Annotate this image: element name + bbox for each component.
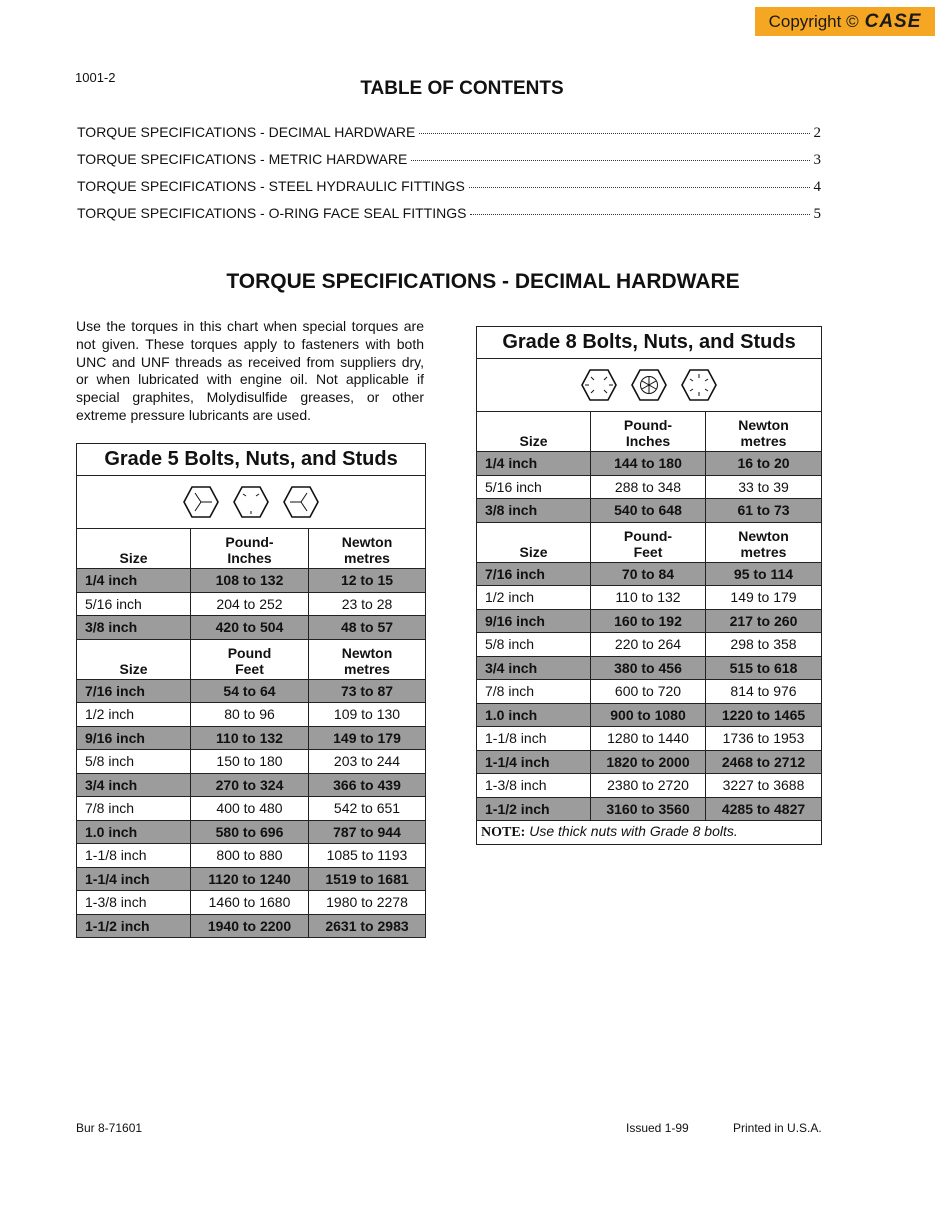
hex-bolt-grade5-icon: [183, 485, 219, 519]
size-cell: 3/4 inch: [477, 656, 591, 680]
header-col2: Pound Feet: [191, 639, 309, 679]
table-row: [477, 750, 822, 774]
document-number: Bur 8-71601: [76, 1121, 143, 1135]
newton-metres-cell: 298 to 358: [706, 633, 822, 657]
hex-nut-grade8-icon: [631, 368, 667, 402]
toc-entry-title: TORQUE SPECIFICATIONS - O-RING FACE SEAL FITTINGS: [77, 205, 467, 221]
size-cell: 1/2 inch: [477, 586, 591, 610]
toc-leader-dots: [469, 187, 810, 188]
table-row: [77, 592, 426, 616]
note-label: NOTE:: [481, 825, 526, 841]
toc-entry-page: 2: [813, 125, 821, 141]
torque-range-cell: 54 to 64: [191, 679, 309, 703]
size-cell: 7/16 inch: [77, 679, 191, 703]
newton-metres-cell: 217 to 260: [706, 609, 822, 633]
newton-metres-cell: 149 to 179: [309, 726, 426, 750]
toc-entry[interactable]: [77, 151, 821, 178]
toc-entry[interactable]: [77, 205, 821, 232]
header-size: Size: [477, 412, 591, 452]
size-cell: 1-1/8 inch: [477, 727, 591, 751]
newton-metres-cell: 814 to 976: [706, 680, 822, 704]
size-cell: 7/8 inch: [477, 680, 591, 704]
toc-entry[interactable]: [77, 178, 821, 205]
size-cell: 1-1/8 inch: [77, 844, 191, 868]
copyright-brand: CASE: [864, 10, 922, 32]
header-col3: Newton metres: [706, 522, 822, 562]
torque-range-cell: 540 to 648: [591, 499, 706, 523]
grade8-note: [477, 821, 822, 845]
size-cell: 5/8 inch: [477, 633, 591, 657]
size-cell: 9/16 inch: [477, 609, 591, 633]
torque-range-cell: 900 to 1080: [591, 703, 706, 727]
table-row: [77, 773, 426, 797]
table-row: [477, 586, 822, 610]
bolt-head-icons: [477, 359, 822, 412]
torque-range-cell: 800 to 880: [191, 844, 309, 868]
newton-metres-cell: 12 to 15: [309, 569, 426, 593]
newton-metres-cell: 16 to 20: [706, 452, 822, 476]
bolt-head-icons: [77, 476, 426, 529]
page-number: 1001-2: [75, 70, 116, 85]
newton-metres-cell: 61 to 73: [706, 499, 822, 523]
newton-metres-cell: 95 to 114: [706, 562, 822, 586]
newton-metres-cell: 1085 to 1193: [309, 844, 426, 868]
table-row: [77, 914, 426, 938]
table-of-contents: [77, 124, 821, 232]
newton-metres-cell: 1519 to 1681: [309, 867, 426, 891]
hex-stud-grade8-icon: [681, 368, 717, 402]
table-row: [477, 609, 822, 633]
header-col3: Newton metres: [309, 529, 426, 569]
size-cell: 3/8 inch: [77, 616, 191, 640]
table-row: [477, 727, 822, 751]
torque-range-cell: 160 to 192: [591, 609, 706, 633]
newton-metres-cell: 33 to 39: [706, 475, 822, 499]
newton-metres-cell: 2468 to 2712: [706, 750, 822, 774]
torque-range-cell: 270 to 324: [191, 773, 309, 797]
newton-metres-cell: 2631 to 2983: [309, 914, 426, 938]
torque-range-cell: 70 to 84: [591, 562, 706, 586]
size-cell: 9/16 inch: [77, 726, 191, 750]
hex-nut-grade5-icon: [233, 485, 269, 519]
toc-entry[interactable]: [77, 124, 821, 151]
table-row: [477, 633, 822, 657]
toc-leader-dots: [419, 133, 809, 134]
header-size: Size: [77, 639, 191, 679]
table-header: [477, 522, 822, 562]
toc-entry-page: 5: [813, 206, 821, 222]
size-cell: 5/16 inch: [77, 592, 191, 616]
table-header: [77, 529, 426, 569]
torque-range-cell: 580 to 696: [191, 820, 309, 844]
header-col2: Pound- Inches: [191, 529, 309, 569]
torque-range-cell: 110 to 132: [591, 586, 706, 610]
header-size: Size: [77, 529, 191, 569]
header-col3: Newton metres: [706, 412, 822, 452]
torque-range-cell: 380 to 456: [591, 656, 706, 680]
size-cell: 1.0 inch: [77, 820, 191, 844]
newton-metres-cell: 203 to 244: [309, 750, 426, 774]
size-cell: 1/2 inch: [77, 703, 191, 727]
torque-range-cell: 400 to 480: [191, 797, 309, 821]
toc-leader-dots: [470, 214, 809, 215]
size-cell: 1/4 inch: [77, 569, 191, 593]
newton-metres-cell: 73 to 87: [309, 679, 426, 703]
table-row: [77, 616, 426, 640]
intro-paragraph: Use the torques in this chart when special torques are not given. These torques apply to fasteners with both UNC and UNF threads as received from suppliers dry, or when lubricated with engine oil. Not applicable if special graphites, Molydisulfide greases, or other extreme pressure lubricants are used.: [76, 318, 424, 423]
table-row: [477, 680, 822, 704]
toc-entry-title: TORQUE SPECIFICATIONS - DECIMAL HARDWARE: [77, 124, 416, 140]
table-row: [477, 774, 822, 798]
table-row: [477, 499, 822, 523]
newton-metres-cell: 1220 to 1465: [706, 703, 822, 727]
table-row: [77, 891, 426, 915]
toc-entry-title: TORQUE SPECIFICATIONS - STEEL HYDRAULIC FITTINGS: [77, 178, 465, 194]
table-row: [77, 750, 426, 774]
table-row: [477, 656, 822, 680]
newton-metres-cell: 4285 to 4827: [706, 797, 822, 821]
table-row: [477, 703, 822, 727]
table-row: [77, 569, 426, 593]
torque-range-cell: 420 to 504: [191, 616, 309, 640]
torque-range-cell: 110 to 132: [191, 726, 309, 750]
torque-range-cell: 1460 to 1680: [191, 891, 309, 915]
size-cell: 7/16 inch: [477, 562, 591, 586]
hex-stud-grade5-icon: [283, 485, 319, 519]
size-cell: 3/4 inch: [77, 773, 191, 797]
table-row: [77, 726, 426, 750]
note-text: Use thick nuts with Grade 8 bolts.: [529, 823, 738, 840]
toc-entry-page: 3: [813, 152, 821, 168]
grade5-table: [76, 443, 426, 938]
torque-range-cell: 144 to 180: [591, 452, 706, 476]
torque-range-cell: 150 to 180: [191, 750, 309, 774]
torque-range-cell: 2380 to 2720: [591, 774, 706, 798]
section-title: TORQUE SPECIFICATIONS - DECIMAL HARDWARE: [226, 270, 740, 293]
table-header: [77, 639, 426, 679]
torque-range-cell: 1280 to 1440: [591, 727, 706, 751]
hex-bolt-grade8-icon: [581, 368, 617, 402]
table-row: [77, 844, 426, 868]
header-col3: Newton metres: [309, 639, 426, 679]
size-cell: 1-3/8 inch: [77, 891, 191, 915]
table-row: [477, 452, 822, 476]
toc-title: TABLE OF CONTENTS: [360, 78, 564, 99]
size-cell: 1-1/2 inch: [477, 797, 591, 821]
grade5-title: Grade 5 Bolts, Nuts, and Studs: [77, 444, 426, 476]
toc-leader-dots: [411, 160, 809, 161]
torque-range-cell: 80 to 96: [191, 703, 309, 727]
newton-metres-cell: 149 to 179: [706, 586, 822, 610]
size-cell: 1/4 inch: [477, 452, 591, 476]
size-cell: 1.0 inch: [477, 703, 591, 727]
torque-range-cell: 108 to 132: [191, 569, 309, 593]
issued-date: Issued 1-99: [626, 1121, 689, 1135]
copyright-text: Copyright ©: [768, 11, 859, 31]
toc-entry-page: 4: [813, 179, 821, 195]
newton-metres-cell: 515 to 618: [706, 656, 822, 680]
torque-range-cell: 600 to 720: [591, 680, 706, 704]
table-row: [77, 820, 426, 844]
table-row: [77, 703, 426, 727]
newton-metres-cell: 109 to 130: [309, 703, 426, 727]
table-row: [477, 475, 822, 499]
size-cell: 1-1/4 inch: [477, 750, 591, 774]
grade8-table: [476, 326, 822, 845]
torque-range-cell: 1940 to 2200: [191, 914, 309, 938]
header-col2: Pound- Inches: [591, 412, 706, 452]
table-row: [77, 797, 426, 821]
newton-metres-cell: 542 to 651: [309, 797, 426, 821]
newton-metres-cell: 48 to 57: [309, 616, 426, 640]
torque-range-cell: 288 to 348: [591, 475, 706, 499]
newton-metres-cell: 1980 to 2278: [309, 891, 426, 915]
size-cell: 1-1/2 inch: [77, 914, 191, 938]
torque-range-cell: 1120 to 1240: [191, 867, 309, 891]
size-cell: 1-3/8 inch: [477, 774, 591, 798]
table-row: [77, 867, 426, 891]
table-row: [77, 679, 426, 703]
table-row: [477, 797, 822, 821]
newton-metres-cell: 366 to 439: [309, 773, 426, 797]
torque-range-cell: 220 to 264: [591, 633, 706, 657]
size-cell: 5/16 inch: [477, 475, 591, 499]
copyright-banner: [755, 7, 935, 36]
size-cell: 7/8 inch: [77, 797, 191, 821]
newton-metres-cell: 787 to 944: [309, 820, 426, 844]
header-size: Size: [477, 522, 591, 562]
table-header: [477, 412, 822, 452]
torque-range-cell: 204 to 252: [191, 592, 309, 616]
size-cell: 1-1/4 inch: [77, 867, 191, 891]
newton-metres-cell: 23 to 28: [309, 592, 426, 616]
header-col2: Pound- Feet: [591, 522, 706, 562]
torque-range-cell: 1820 to 2000: [591, 750, 706, 774]
table-row: [477, 562, 822, 586]
grade8-title: Grade 8 Bolts, Nuts, and Studs: [477, 327, 822, 359]
newton-metres-cell: 1736 to 1953: [706, 727, 822, 751]
newton-metres-cell: 3227 to 3688: [706, 774, 822, 798]
toc-entry-title: TORQUE SPECIFICATIONS - METRIC HARDWARE: [77, 151, 408, 167]
torque-range-cell: 3160 to 3560: [591, 797, 706, 821]
size-cell: 5/8 inch: [77, 750, 191, 774]
printed-location: Printed in U.S.A.: [733, 1121, 822, 1135]
size-cell: 3/8 inch: [477, 499, 591, 523]
